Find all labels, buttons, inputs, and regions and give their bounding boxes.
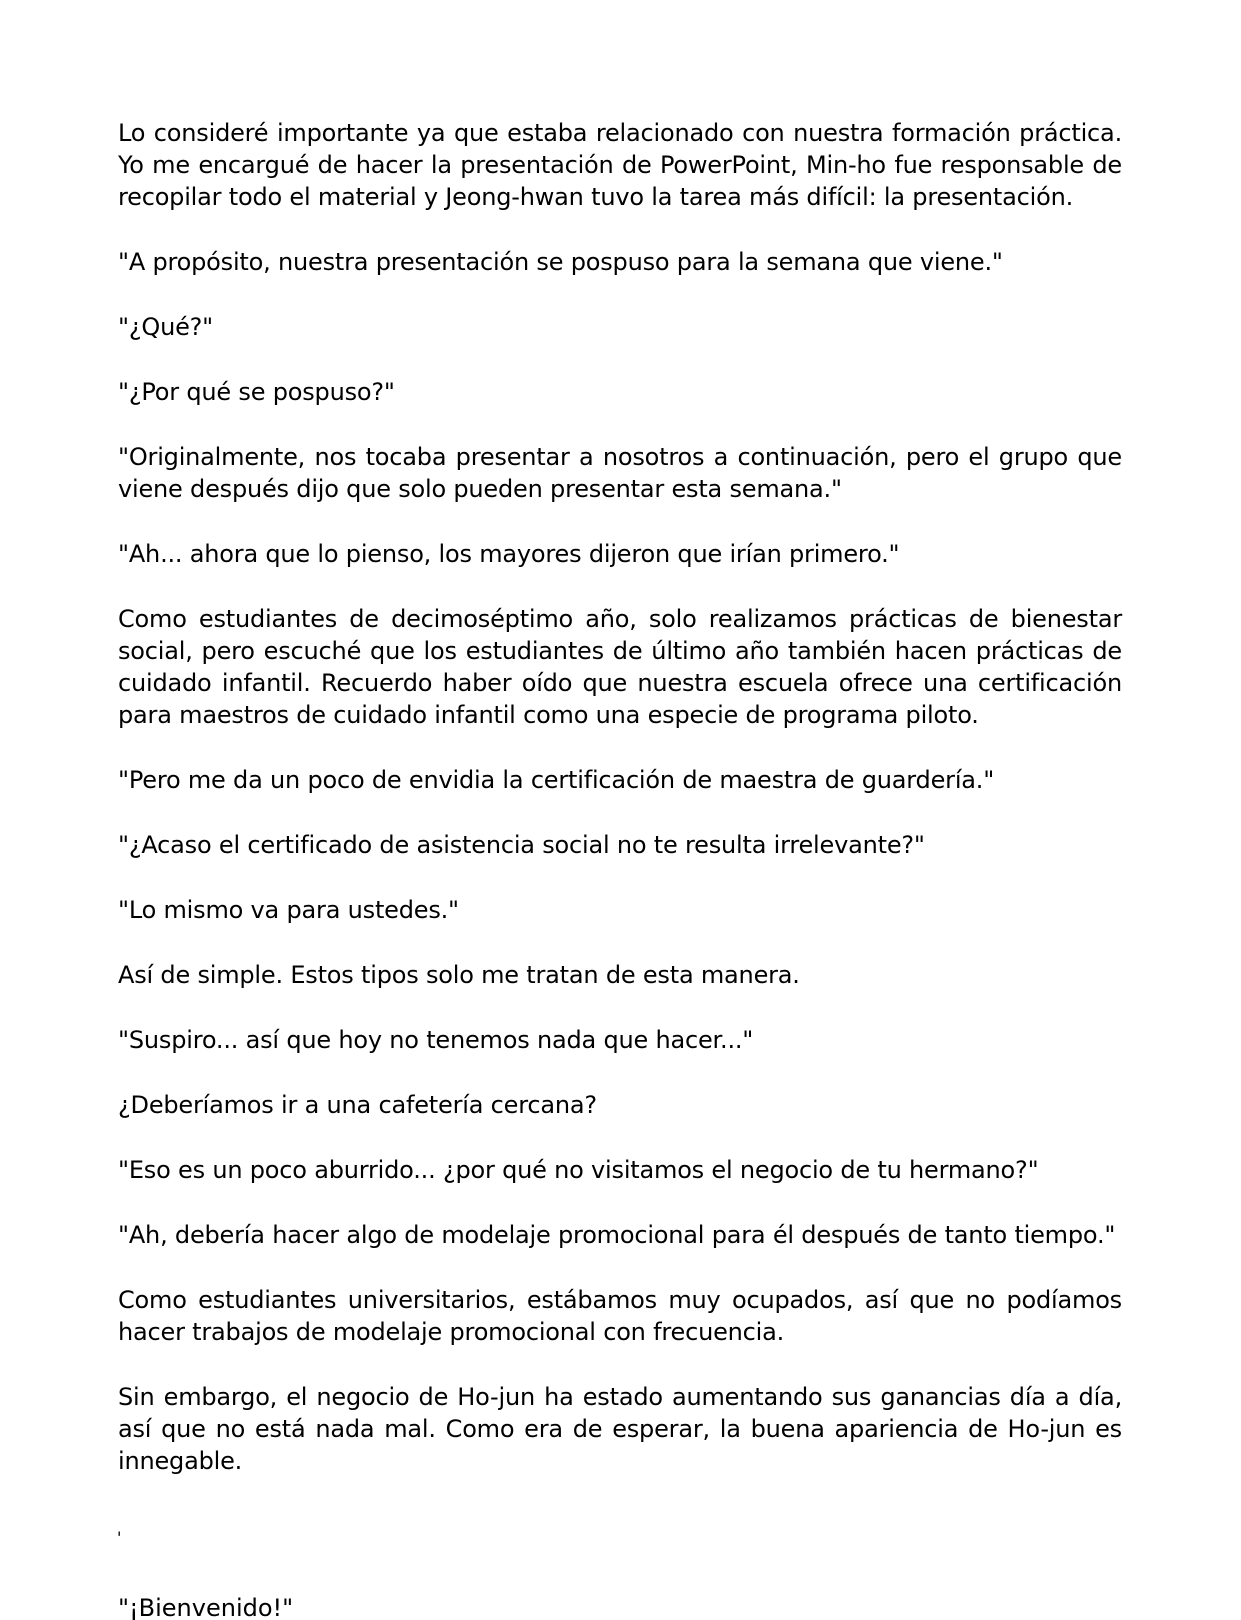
paragraph-9: "¿Acaso el certificado de asistencia social no te resulta irrelevante?" xyxy=(118,831,925,859)
paragraph-11: Así de simple. Estos tipos solo me tratan de esta manera. xyxy=(118,961,800,989)
paragraph-5: "Originalmente, nos tocaba presentar a nosotros a continuación, pero el grupo que viene después dijo que solo pueden presentar esta semana." xyxy=(118,443,1122,503)
document-body xyxy=(118,117,1122,1510)
paragraph-16: Como estudiantes universitarios, estábamos muy ocupados, así que no podíamos hacer trabajos de modelaje promocional con frecuencia. xyxy=(118,1286,1122,1346)
paragraph-12: "Suspiro... así que hoy no tenemos nada que hacer..." xyxy=(118,1026,754,1054)
paragraph-17: Sin embargo, el negocio de Ho-jun ha estado aumentando sus ganancias día a día, así que no está nada mal. Como era de esperar, la buena apariencia de Ho-jun es innegable. xyxy=(118,1383,1122,1475)
paragraph-last: "¡Bienvenido!" xyxy=(118,1594,294,1620)
paragraph-2: "A propósito, nuestra presentación se pospuso para la semana que viene." xyxy=(118,248,1003,276)
paragraph-7: Como estudiantes de decimoséptimo año, solo realizamos prácticas de bienestar social, pero escuché que los estudiantes de último año también hacen prácticas de cuidado infantil. Recuerdo haber oído que nuestra escuela ofrece una certificación para maestros de cuidado infantil como una especie de programa piloto. xyxy=(118,605,1122,729)
paragraph-13: ¿Deberíamos ir a una cafetería cercana? xyxy=(118,1091,597,1119)
paragraph-1: Lo consideré importante ya que estaba relacionado con nuestra formación práctica. Yo me encargué de hacer la presentación de PowerPoint, Min-ho fue responsable de recopilar todo el material y Jeong-hwan tuvo la tarea más difícil: la presentación. xyxy=(118,119,1122,211)
paragraph-14: "Eso es un poco aburrido... ¿por qué no visitamos el negocio de tu hermano?" xyxy=(118,1156,1039,1184)
paragraph-6: "Ah... ahora que lo pienso, los mayores dijeron que irían primero." xyxy=(118,540,900,568)
paragraph-3: "¿Qué?" xyxy=(118,313,214,341)
paragraph-4: "¿Por qué se pospuso?" xyxy=(118,378,395,406)
paragraph-8: "Pero me da un poco de envidia la certificación de maestra de guardería." xyxy=(118,766,995,794)
paragraph-15: "Ah, debería hacer algo de modelaje promocional para él después de tanto tiempo." xyxy=(118,1221,1116,1249)
stray-mark: ' xyxy=(117,1528,122,1547)
paragraph-10: "Lo mismo va para ustedes." xyxy=(118,896,459,924)
